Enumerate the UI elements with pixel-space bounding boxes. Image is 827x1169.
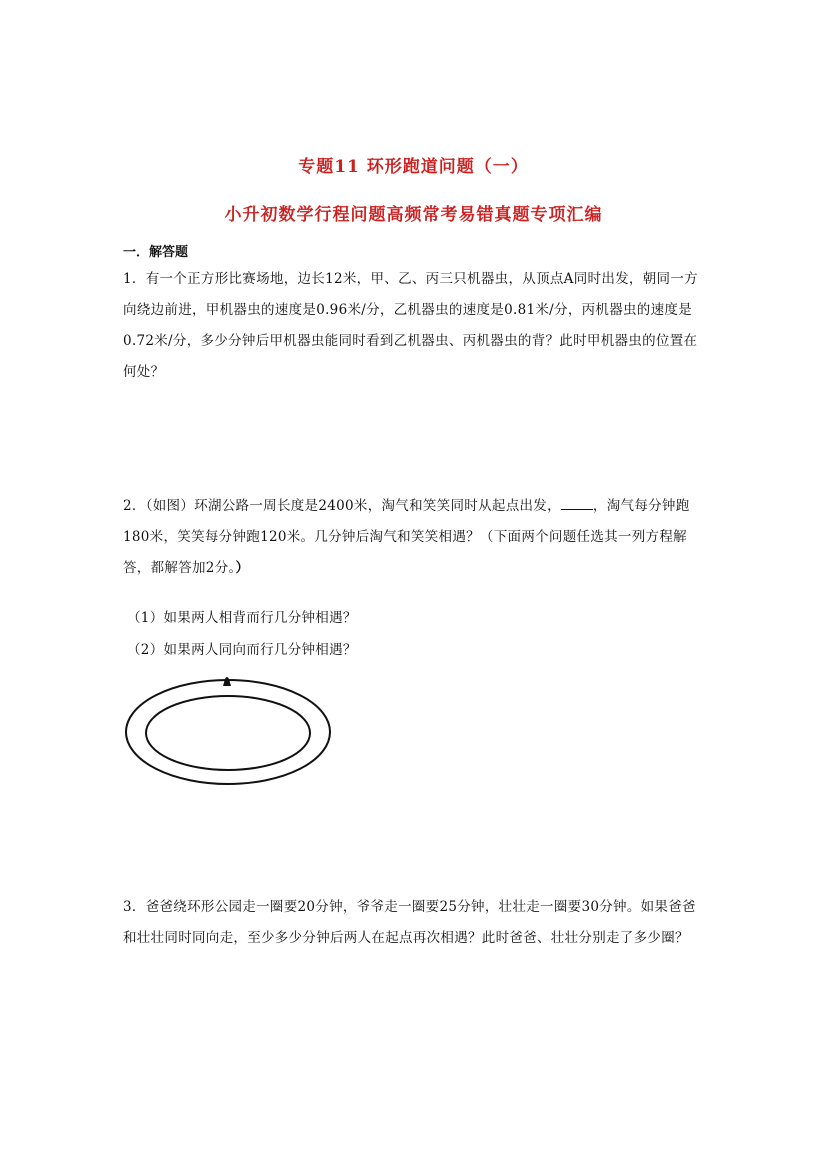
question-text: （如图）环湖公路一周长度是2400米，淘气和笑笑同时从起点出发， bbox=[145, 498, 561, 514]
page-title: 专题11 环形跑道问题（一） bbox=[298, 157, 529, 177]
page-subtitle: 小升初数学行程问题高频常考易错真题专项汇编 bbox=[224, 205, 603, 225]
question-1 bbox=[123, 264, 705, 388]
question-text-continued: ，淘气每分钟跑180米，笑笑每分钟跑120米。几分钟后淘气和笑笑相遇？（下面两个问题任选其一列方程解答，都解答加2分。 bbox=[123, 498, 690, 576]
sub-question-2: （2）如果两人同向而行几分钟相遇？ bbox=[127, 642, 357, 658]
question-number: 1． bbox=[123, 271, 146, 287]
question-3 bbox=[123, 892, 705, 954]
ring-road-diagram bbox=[122, 672, 334, 788]
question-2 bbox=[123, 491, 705, 584]
inner-track bbox=[146, 696, 310, 770]
closing-paren: ） bbox=[235, 560, 250, 576]
answer-blank[interactable] bbox=[561, 497, 593, 510]
section-heading: 一．解答题 bbox=[123, 245, 189, 260]
question-text: 爸爸绕环形公园走一圈要20分钟，爷爷走一圈要25分钟，壮壮走一圈要30分钟。如果爸爸和壮壮同时同向走，至少多少分钟后两人在起点再次相遇？此时爸爸、壮壮分别走了多少圈？ bbox=[123, 899, 696, 946]
sub-question-1: （1）如果两人相背而行几分钟相遇？ bbox=[127, 610, 357, 626]
question-number: 3． bbox=[123, 899, 146, 915]
question-number: 2． bbox=[123, 498, 146, 514]
question-text: 有一个正方形比赛场地，边长12米，甲、乙、丙三只机器虫，从顶点A同时出发，朝同一方向绕边前进，甲机器虫的速度是0.96米/分，乙机器虫的速度是0.81米/分，丙机器虫的速度是0.72米/分，多少分钟后甲机器虫能同时看到乙机器虫、丙机器虫的背？此时甲机器虫的位置在何处？ bbox=[123, 271, 698, 380]
start-point-marker bbox=[223, 677, 231, 686]
